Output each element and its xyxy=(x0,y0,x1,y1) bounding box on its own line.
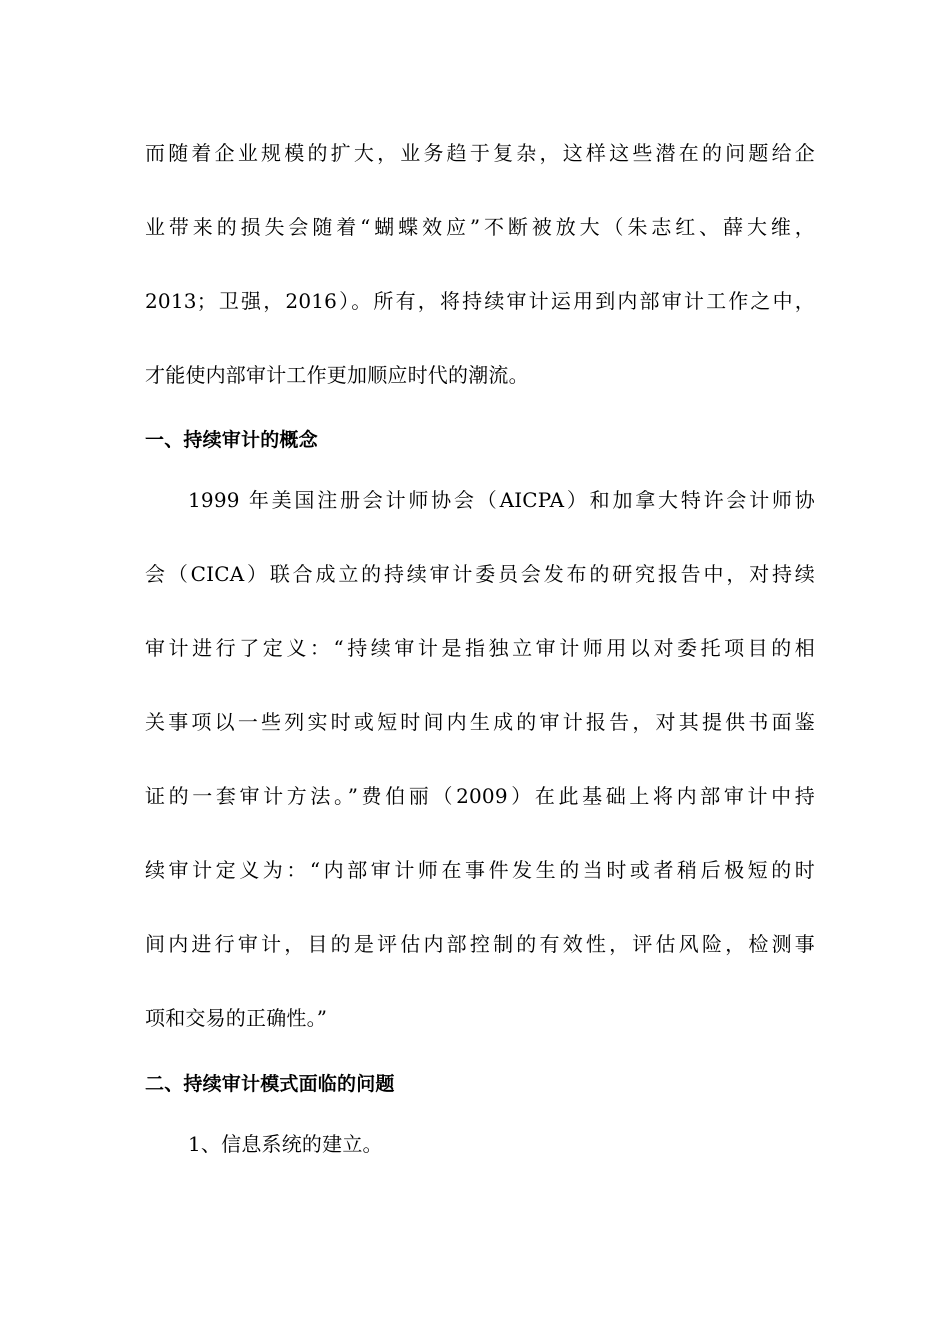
paragraph-1-line-3: 2013；卫强，2016）。所有，将持续审计运用到内部审计工作之中， xyxy=(145,289,815,313)
paragraph-2-line-2: 会（CICA）联合成立的持续审计委员会发布的研究报告中，对持续 xyxy=(145,562,815,586)
paragraph-1-line-4: 才能使内部审计工作更加顺应时代的潮流。 xyxy=(145,363,529,387)
paragraph-1-line-1: 而随着企业规模的扩大，业务趋于复杂，这样这些潜在的问题给企 xyxy=(145,141,815,165)
section-heading-1: 一、持续审计的概念 xyxy=(145,429,318,451)
paragraph-2-line-3: 审计进行了定义：“持续审计是指独立审计师用以对委托项目的相 xyxy=(145,636,815,660)
paragraph-1-line-2: 业带来的损失会随着“蝴蝶效应”不断被放大（朱志红、薛大维， xyxy=(145,215,815,239)
paragraph-2-line-6: 续审计定义为：“内部审计师在事件发生的当时或者稍后极短的时 xyxy=(145,858,815,882)
section-heading-2: 二、持续审计模式面临的问题 xyxy=(145,1073,395,1095)
paragraph-2-line-8: 项和交易的正确性。” xyxy=(145,1006,328,1030)
paragraph-2-line-1: 1999 年美国注册会计师协会（AICPA）和加拿大特许会计师协 xyxy=(188,488,815,512)
paragraph-2-line-7: 间内进行审计，目的是评估内部控制的有效性，评估风险，检测事 xyxy=(145,932,815,956)
paragraph-2-line-5: 证的一套审计方法。”费伯丽（2009）在此基础上将内部审计中持 xyxy=(145,784,815,808)
paragraph-2-line-4: 关事项以一些列实时或短时间内生成的审计报告，对其提供书面鉴 xyxy=(145,710,815,734)
list-item-1: 1、信息系统的建立。 xyxy=(188,1132,383,1156)
